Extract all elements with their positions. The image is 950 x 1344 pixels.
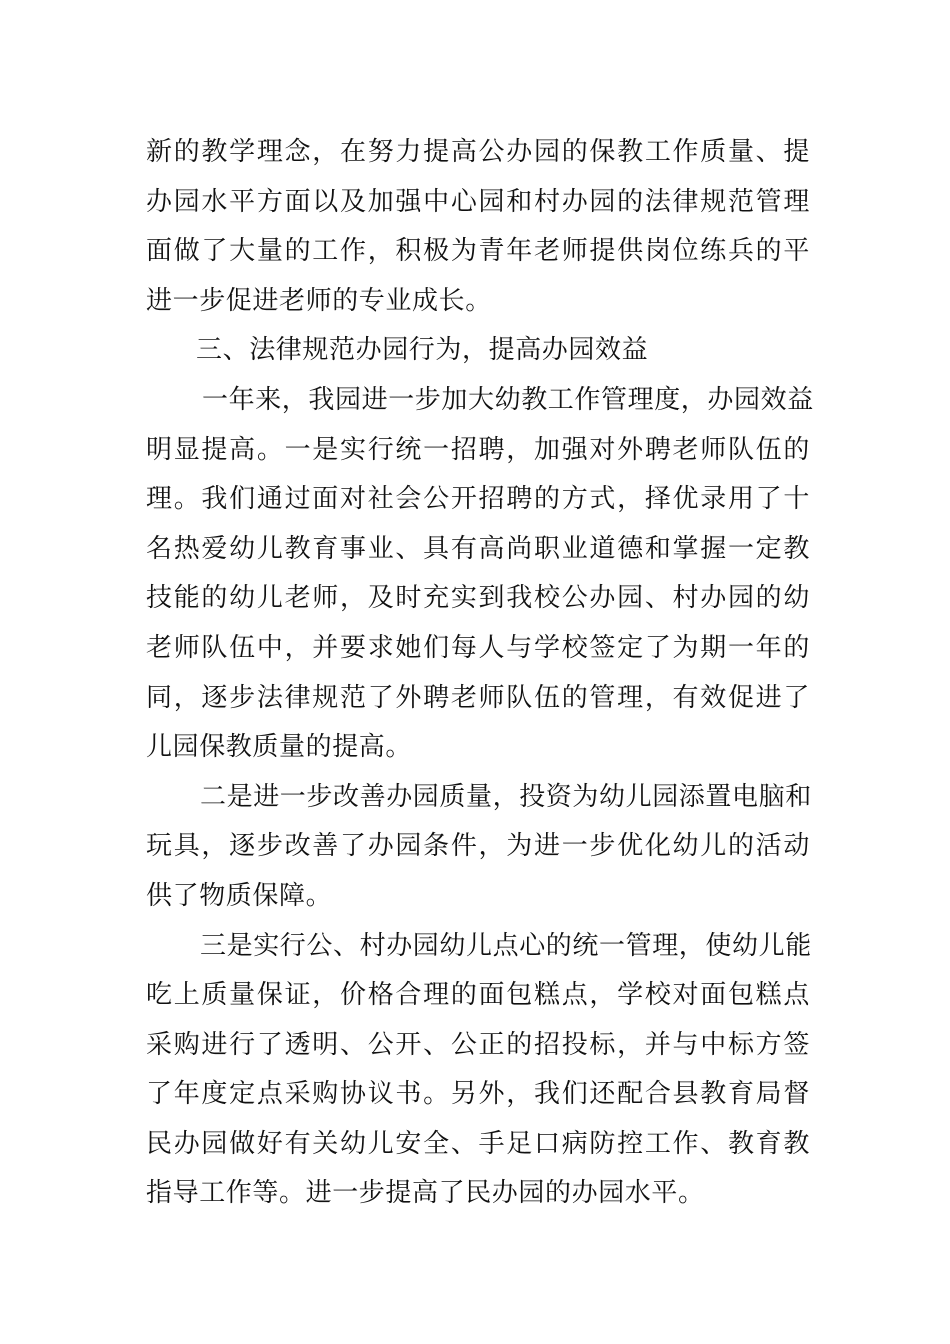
body-text <box>146 128 814 1219</box>
section-heading: 三、法律规范办园行为，提高办园效益 <box>196 335 649 366</box>
text-line: 同，逐步法律规范了外聘老师队伍的管理，有效促进了 <box>146 682 810 713</box>
text-line: 理。我们通过面对社会公开招聘的方式，择优录用了十 <box>146 484 810 515</box>
text-line: 供了物质保障。 <box>146 880 333 911</box>
text-line: 办园水平方面以及加强中心园和村办园的法律规范管理 <box>146 186 810 217</box>
text-line: 名热爱幼儿教育事业、具有高尚职业道德和掌握一定教 <box>146 533 810 564</box>
text-line: 民办园做好有关幼儿安全、手足口病防控工作、教育教 <box>146 1128 810 1159</box>
text-line: 老师队伍中，并要求她们每人与学校签定了为期一年的 <box>146 632 810 663</box>
text-line: 三是实行公、村办园幼儿点心的统一管理，使幼儿能 <box>200 930 812 961</box>
text-line: 进一步促进老师的专业成长。 <box>146 285 492 316</box>
text-line: 玩具，逐步改善了办园条件，为进一步优化幼儿的活动 <box>146 831 810 862</box>
text-line: 了年度定点采购协议书。另外，我们还配合县教育局督 <box>146 1079 810 1110</box>
text-line: 指导工作等。进一步提高了民办园的办园水平。 <box>146 1178 705 1209</box>
text-line: 明显提高。一是实行统一招聘，加强对外聘老师队伍的 <box>146 434 810 465</box>
text-line: 技能的幼儿老师，及时充实到我校公办园、村办园的幼 <box>146 583 810 614</box>
text-line: 吃上质量保证，价格合理的面包糕点，学校对面包糕点 <box>146 980 810 1011</box>
text-line: 新的教学理念，在努力提高公办园的保教工作质量、提 <box>146 137 810 167</box>
text-line: 面做了大量的工作，积极为青年老师提供岗位练兵的平 <box>146 236 810 267</box>
text-line: 采购进行了透明、公开、公正的招投标，并与中标方签 <box>146 1029 810 1060</box>
text-line: 儿园保教质量的提高。 <box>146 732 413 763</box>
text-line: 二是进一步改善办园质量，投资为幼儿园添置电脑和 <box>200 781 812 812</box>
text-line: 一年来，我园进一步加大幼教工作管理度，办园效益 <box>202 384 814 415</box>
